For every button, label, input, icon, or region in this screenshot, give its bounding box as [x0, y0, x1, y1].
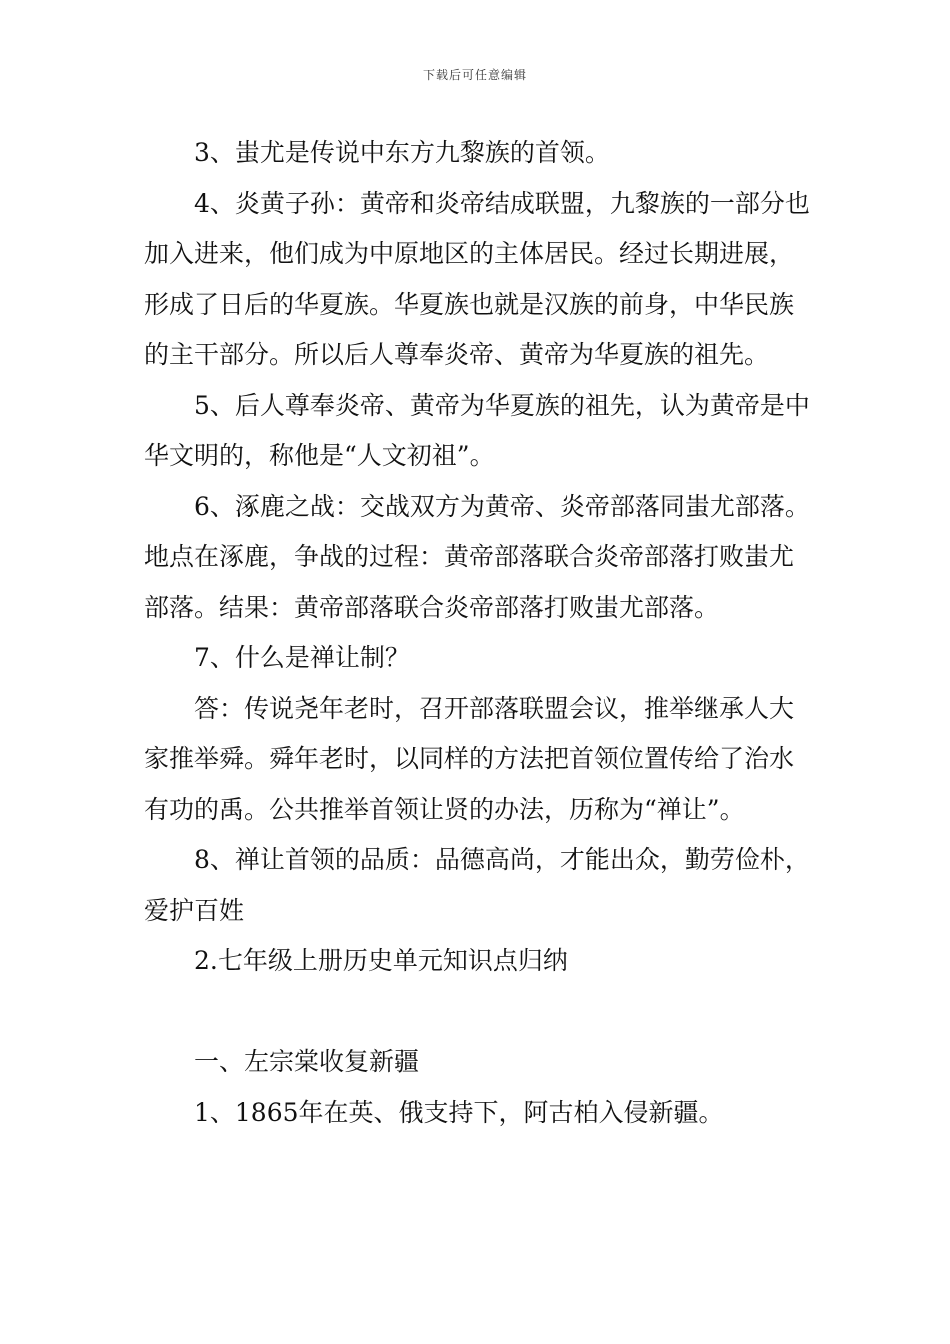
paragraph-3: 3、蚩尤是传说中东方九黎族的首领。: [194, 138, 610, 167]
subsection-heading: 一、左宗棠收复新疆: [194, 1047, 420, 1076]
section-title: 2.七年级上册历史单元知识点归纳: [194, 946, 568, 975]
page-header-note: 下载后可任意编辑: [422, 68, 527, 82]
paragraph-6: 6、涿鹿之战：交战双方为黄帝、炎帝部落同蚩尤部落。地点在涿鹿，争战的过程：黄帝部落联合炎帝部落打败蚩尤部落。结果：黄帝部落联合炎帝部落打败蚩尤部落。: [144, 491, 810, 622]
subsection-item-1: 1、1865年在英、俄支持下，阿古柏入侵新疆。: [194, 1097, 724, 1127]
paragraph-4: 4、炎黄子孙：黄帝和炎帝结成联盟，九黎族的一部分也加入进来，他们成为中原地区的主体居民。经过长期进展，形成了日后的华夏族。华夏族也就是汉族的前身，中华民族的主干部分。所以后人尊奉炎帝、黄帝为华夏族的祖先。: [144, 188, 810, 369]
paragraph-5: 5、后人尊奉炎帝、黄帝为华夏族的祖先，认为黄帝是中华文明的，称他是“人文初祖”。: [144, 390, 810, 470]
paragraph-8: 8、禅让首领的品质：品德高尚，才能出众，勤劳俭朴，爱护百姓: [144, 845, 810, 925]
paragraph-7-question: 7、什么是禅让制？: [194, 643, 410, 672]
blank-line: [144, 987, 812, 1038]
document-body: [144, 128, 812, 1138]
paragraph-7-answer: 答：传说尧年老时，召开部落联盟会议，推举继承人大家推举舜。舜年老时，以同样的方法把首领位置传给了治水有功的禹。公共推举首领让贤的办法，历称为“禅让”。: [144, 693, 795, 824]
